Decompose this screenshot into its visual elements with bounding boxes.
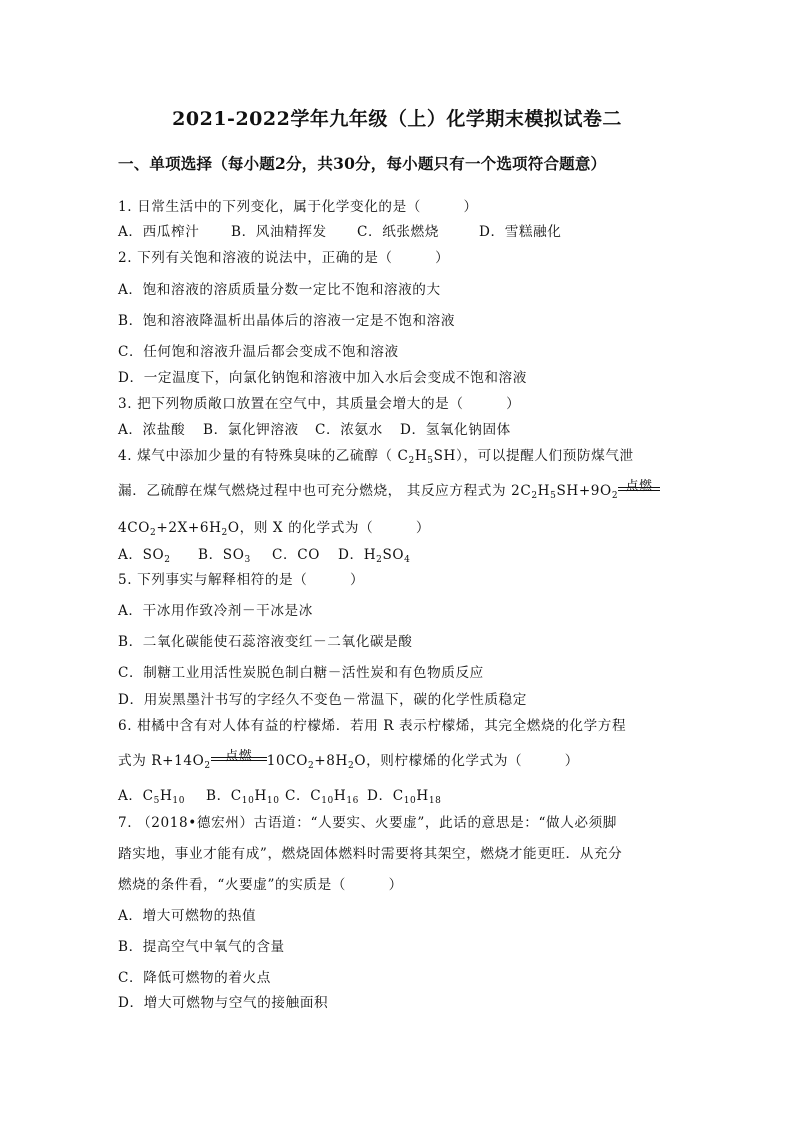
option-a: A．浓盐酸 — [118, 422, 186, 438]
option-b: B．$SO_3$ — [198, 547, 251, 565]
question-3-options — [118, 421, 511, 439]
section-heading: 一、单项选择（每小题2分，共30分，每小题只有一个选项符合题意） — [118, 154, 607, 173]
option-b: B．$C_{10}H_{10}$ — [206, 788, 280, 806]
option-c: C．$C_{10}H_{16}$ — [285, 788, 359, 806]
question-1-stem: 1. 日常生活中的下列变化，属于化学变化的是（ ） — [118, 199, 478, 215]
question-5-stem: 5. 下列事实与解释相符的是（ ） — [118, 572, 365, 588]
question-4-options — [118, 546, 410, 564]
question-4-line-1: 4. 煤气中添加少量的有特殊臭味的乙硫醇（ $C_2H_5SH$），可以提醒人们预防煤气泄 — [118, 448, 634, 466]
question-7-line-2: 踏实地，事业才能有成”，燃烧固体燃料时需要将其架空，燃烧才能更旺．从充分 — [118, 846, 623, 862]
question-2-option-d: D．一定温度下，向氯化钠饱和溶液中加入水后会变成不饱和溶液 — [118, 370, 527, 386]
option-a: A．$C_5H_{10}$ — [118, 788, 186, 806]
question-7-line-3: 燃烧的条件看，“火要虚”的实质是（ ） — [118, 877, 403, 893]
option-d: D．$C_{10}H_{18}$ — [367, 788, 442, 806]
question-5-option-b: B．二氧化碳能使石蕊溶液变红－二氧化碳是酸 — [118, 634, 413, 650]
question-1-options — [118, 223, 561, 241]
question-3-stem: 3. 把下列物质敞口放置在空气中，其质量会增大的是（ ） — [118, 396, 521, 412]
question-7-option-c: C．降低可燃物的着火点 — [118, 970, 271, 986]
option-d: D．氢氧化钠固体 — [400, 422, 511, 438]
option-c: C．CO — [272, 547, 320, 563]
question-7-line-1: 7. （2018•德宏州）古语道：“人要实、火要虚”，此话的意思是：“做人必须脚 — [118, 815, 617, 831]
option-b: B．氯化钾溶液 — [203, 422, 299, 438]
question-2-option-b: B．饱和溶液降温析出晶体后的溶液一定是不饱和溶液 — [118, 313, 456, 329]
question-7-option-b: B．提高空气中氧气的含量 — [118, 939, 285, 955]
question-6-options — [118, 787, 441, 805]
option-a: A．西瓜榨汁 — [118, 224, 200, 240]
question-5-option-a: A．干冰用作致冷剂－干冰是冰 — [118, 603, 313, 619]
option-d: D．$H_2SO_4$ — [338, 547, 411, 565]
page-title: 2021-2022学年九年级（上）化学期末模拟试卷二 — [172, 108, 622, 130]
reaction-arrow — [211, 749, 267, 765]
reaction-arrow — [618, 479, 660, 495]
question-5-option-c: C．制糖工业用活性炭脱色制白糖－活性炭和有色物质反应 — [118, 665, 484, 681]
question-2-stem: 2. 下列有关饱和溶液的说法中，正确的是（ ） — [118, 250, 450, 266]
option-d: D．雪糕融化 — [479, 224, 562, 240]
question-4-line-2: 漏．乙硫醇在煤气燃烧过程中也可充分燃烧， 其反应方程式为 $2C_2H_5SH+9O_2$ 点燃 — [118, 482, 660, 500]
question-7-option-d: D．增大可燃物与空气的接触面积 — [118, 995, 329, 1011]
option-c: C．纸张燃烧 — [357, 224, 439, 240]
question-6-line-1: 6. 柑橘中含有对人体有益的柠檬烯．若用 R 表示柠檬烯，其完全燃烧的化学方程 — [118, 718, 627, 734]
question-2-option-a: A．饱和溶液的溶质质量分数一定比不饱和溶液的大 — [118, 282, 441, 298]
question-6-line-2: 式为 $R+14O_2$ 点燃 $10CO_2+8H_2O$，则柠檬烯的化学式为（ ） — [118, 749, 579, 771]
option-c: C．浓氨水 — [315, 422, 383, 438]
question-4-line-3: $4CO_2+2X+6H_2O$，则 X 的化学式为（ ） — [118, 520, 431, 538]
reaction-condition: 点燃 — [225, 749, 253, 764]
option-b: B．风油精挥发 — [231, 224, 327, 240]
question-5-option-d: D．用炭黑墨汁书写的字经久不变色－常温下，碳的化学性质稳定 — [118, 692, 527, 708]
option-a: A．$SO_2$ — [118, 547, 171, 565]
question-2-option-c: C．任何饱和溶液升温后都会变成不饱和溶液 — [118, 344, 399, 360]
reaction-condition: 点燃 — [625, 479, 653, 494]
question-7-option-a: A．增大可燃物的热值 — [118, 908, 257, 924]
